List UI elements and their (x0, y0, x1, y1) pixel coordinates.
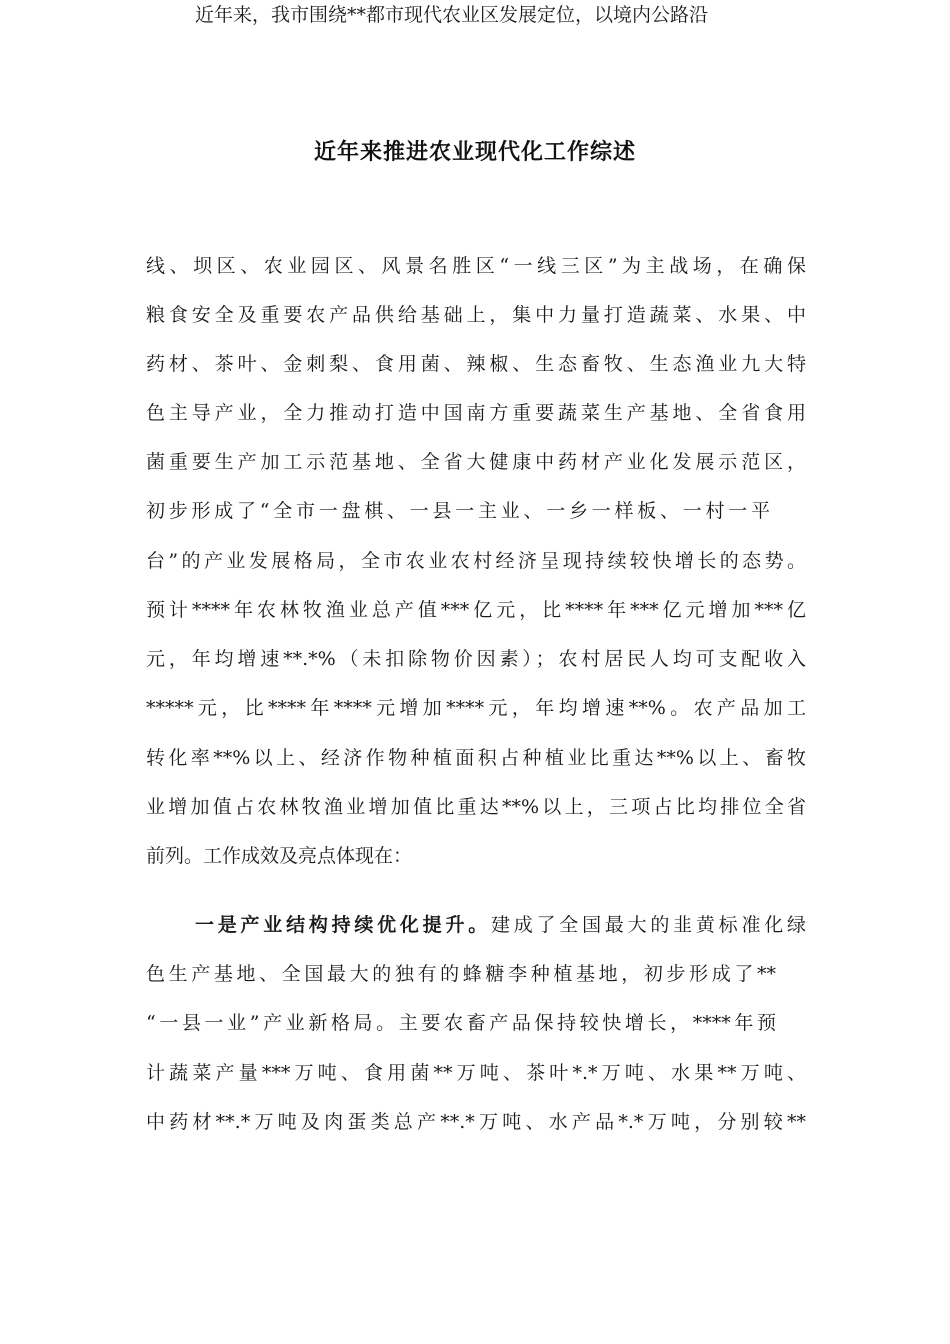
paragraph-1-line-2: 线、坝区、农业园区、风景名胜区“一线三区”为主战场，在确保 (146, 255, 806, 277)
paragraph-1-line-5: 色主导产业，全力推动打造中国南方重要蔬菜生产基地、全省食用 (146, 402, 806, 424)
paragraph-1-line-11: *****元，比****年****元增加****元，年均增速**%。农产品加工 (146, 697, 806, 719)
paragraph-2-line-3: “一县一业”产业新格局。主要农畜产品保持较快增长，****年预 (146, 1012, 776, 1034)
paragraph-1-line-8: 台”的产业发展格局，全市农业农村经济呈现持续较快增长的态势。 (146, 550, 806, 572)
paragraph-1-line-4: 药材、茶叶、金刺梨、食用菌、辣椒、生态畜牧、生态渔业九大特 (146, 353, 806, 375)
paragraph-2-lead: 一是产业结构持续优化提升。 (195, 914, 491, 936)
paragraph-1-line-3: 粮食安全及重要农产品供给基础上，集中力量打造蔬菜、水果、中 (146, 304, 806, 326)
paragraph-2-line-1 (195, 910, 806, 940)
paragraph-1-line-1: 近年来，我市围绕**都市现代农业区发展定位，以境内公路沿 (195, 4, 709, 26)
document-title: 近年来推进农业现代化工作综述 (313, 139, 636, 165)
paragraph-1-line-7: 初步形成了“全市一盘棋、一县一主业、一乡一样板、一村一平 (146, 500, 770, 522)
paragraph-2-line-5: 中药材**.*万吨及肉蛋类总产**.*万吨、水产品*.*万吨，分别较** (146, 1111, 806, 1133)
paragraph-1-line-9: 预计****年农林牧渔业总产值***亿元，比****年***亿元增加***亿 (146, 599, 806, 621)
paragraph-2-line-2: 色生产基地、全国最大的独有的蜂糖李种植基地，初步形成了** (146, 963, 776, 985)
paragraph-2-line-4: 计蔬菜产量***万吨、食用菌**万吨、茶叶*.*万吨、水果**万吨、 (146, 1062, 806, 1084)
paragraph-1-line-13: 业增加值占农林牧渔业增加值比重达**%以上，三项占比均排位全省 (146, 796, 806, 818)
paragraph-1-line-12: 转化率**%以上、经济作物种植面积占种植业比重达**%以上、畜牧 (146, 747, 806, 769)
paragraph-1-line-14: 前列。工作成效及亮点体现在： (146, 845, 413, 867)
paragraph-1-line-6: 菌重要生产加工示范基地、全省大健康中药材产业化发展示范区， (146, 451, 806, 473)
paragraph-2-line-1-rest: 建成了全国最大的韭黄标准化绿 (491, 914, 806, 936)
paragraph-1-line-10: 元，年均增速**.*%（未扣除物价因素）；农村居民人均可支配收入 (146, 648, 806, 670)
